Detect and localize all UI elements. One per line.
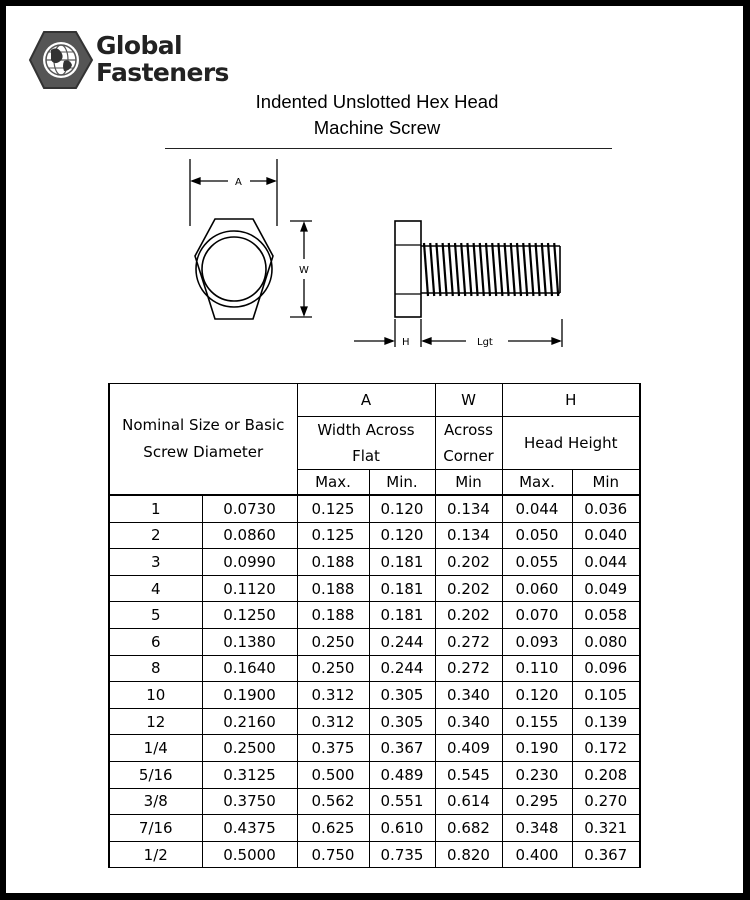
width-across-flat-line2: Flat (352, 447, 380, 465)
a-max-cell: 0.562 (297, 788, 369, 815)
h-max-cell: 0.060 (502, 575, 572, 602)
table-row (109, 708, 640, 735)
brand-line-2: Fasteners (96, 58, 229, 87)
w-min-cell: 0.134 (435, 522, 502, 549)
nominal-size-cell: 2 (109, 522, 202, 549)
global-fasteners-logo (28, 28, 253, 92)
a-max-cell: 0.188 (297, 602, 369, 629)
thread-line (492, 243, 496, 296)
w-min-cell: 0.272 (435, 655, 502, 682)
a-max-cell: 0.125 (297, 522, 369, 549)
col-a-header: A (297, 384, 435, 417)
a-min-cell: 0.305 (369, 682, 435, 709)
h-max-cell: 0.044 (502, 495, 572, 522)
thread-line (511, 243, 515, 296)
title-line-2: Machine Screw (313, 117, 441, 138)
h-min-cell: 0.208 (572, 761, 640, 788)
table-row (109, 841, 640, 868)
h-max-cell: 0.295 (502, 788, 572, 815)
table-row (109, 495, 640, 522)
a-max-cell: 0.625 (297, 815, 369, 842)
table-row (109, 761, 640, 788)
title-line-1: Indented Unslotted Hex Head (255, 91, 499, 112)
a-min-cell: 0.181 (369, 602, 435, 629)
table-row (109, 788, 640, 815)
nominal-size-cell: 5 (109, 602, 202, 629)
table-row (109, 815, 640, 842)
globe-hex-icon (28, 28, 94, 92)
a-max-cell: 0.250 (297, 628, 369, 655)
a-max-cell: 0.750 (297, 841, 369, 868)
nominal-size-cell: 7/16 (109, 815, 202, 842)
thread-line (529, 243, 533, 296)
nominal-size-cell: 3 (109, 549, 202, 576)
nominal-size-cell: 10 (109, 682, 202, 709)
table-row (109, 522, 640, 549)
thread-line (548, 243, 552, 296)
table-row (109, 655, 640, 682)
thread-line (467, 243, 471, 296)
thread-line (498, 243, 502, 296)
h-min-cell: 0.172 (572, 735, 640, 762)
h-min-header: Min (572, 470, 640, 496)
basic-diameter-cell: 0.1120 (202, 575, 297, 602)
h-min-cell: 0.321 (572, 815, 640, 842)
basic-diameter-cell: 0.0860 (202, 522, 297, 549)
w-min-cell: 0.614 (435, 788, 502, 815)
a-min-cell: 0.244 (369, 628, 435, 655)
a-min-cell: 0.244 (369, 655, 435, 682)
w-min-cell: 0.202 (435, 575, 502, 602)
table-row (109, 682, 640, 709)
col-h-header: H (502, 384, 640, 417)
h-max-cell: 0.110 (502, 655, 572, 682)
h-max-cell: 0.155 (502, 708, 572, 735)
a-min-cell: 0.120 (369, 495, 435, 522)
table-row (109, 602, 640, 629)
thread-line (436, 243, 440, 296)
across-corner-line1: Across (444, 421, 493, 439)
h-max-cell: 0.055 (502, 549, 572, 576)
basic-diameter-cell: 0.5000 (202, 841, 297, 868)
dim-label-lgt: Lgt (477, 337, 493, 348)
a-min-cell: 0.551 (369, 788, 435, 815)
thread-line (449, 243, 453, 296)
nominal-size-cell: 8 (109, 655, 202, 682)
nominal-size-cell: 4 (109, 575, 202, 602)
h-min-cell: 0.044 (572, 549, 640, 576)
thread-line (536, 243, 540, 296)
a-max-header: Max. (297, 470, 369, 496)
table-row (109, 628, 640, 655)
a-max-cell: 0.188 (297, 575, 369, 602)
a-min-cell: 0.181 (369, 575, 435, 602)
w-min-cell: 0.272 (435, 628, 502, 655)
thread-line (505, 243, 509, 296)
basic-diameter-cell: 0.2160 (202, 708, 297, 735)
thread-line (480, 243, 484, 296)
width-across-flat-line1: Width Across (317, 421, 415, 439)
a-min-cell: 0.489 (369, 761, 435, 788)
h-min-cell: 0.040 (572, 522, 640, 549)
basic-diameter-cell: 0.1380 (202, 628, 297, 655)
basic-diameter-cell: 0.1250 (202, 602, 297, 629)
h-min-cell: 0.080 (572, 628, 640, 655)
a-min-cell: 0.367 (369, 735, 435, 762)
basic-diameter-cell: 0.3750 (202, 788, 297, 815)
w-min-cell: 0.545 (435, 761, 502, 788)
basic-diameter-cell: 0.0990 (202, 549, 297, 576)
a-max-cell: 0.500 (297, 761, 369, 788)
basic-diameter-cell: 0.3125 (202, 761, 297, 788)
h-max-cell: 0.348 (502, 815, 572, 842)
a-min-header: Min. (369, 470, 435, 496)
h-min-cell: 0.367 (572, 841, 640, 868)
table-row (109, 735, 640, 762)
col-w-header: W (435, 384, 502, 417)
h-max-cell: 0.230 (502, 761, 572, 788)
h-max-cell: 0.093 (502, 628, 572, 655)
thread-line (517, 243, 521, 296)
nominal-size-cell: 12 (109, 708, 202, 735)
thread-line (461, 243, 465, 296)
table-row (109, 549, 640, 576)
screw-diagram (156, 151, 576, 356)
thread-line (474, 243, 478, 296)
a-max-cell: 0.375 (297, 735, 369, 762)
h-min-cell: 0.036 (572, 495, 640, 522)
a-min-cell: 0.610 (369, 815, 435, 842)
w-min-cell: 0.682 (435, 815, 502, 842)
h-min-cell: 0.058 (572, 602, 640, 629)
head-height-header: Head Height (502, 417, 640, 470)
across-corner-line2: Corner (443, 447, 494, 465)
thread-line (430, 243, 434, 296)
basic-diameter-cell: 0.2500 (202, 735, 297, 762)
thread-line (523, 243, 527, 296)
a-min-cell: 0.305 (369, 708, 435, 735)
basic-diameter-cell: 0.1640 (202, 655, 297, 682)
a-min-cell: 0.181 (369, 549, 435, 576)
nominal-size-cell: 1 (109, 495, 202, 522)
thread-line (443, 243, 447, 296)
dimension-table (108, 383, 641, 868)
thread-line (424, 243, 428, 296)
a-max-cell: 0.125 (297, 495, 369, 522)
w-min-cell: 0.409 (435, 735, 502, 762)
h-min-cell: 0.270 (572, 788, 640, 815)
w-min-cell: 0.340 (435, 682, 502, 709)
nominal-size-header-line2: Screw Diameter (143, 443, 264, 461)
nominal-size-header (109, 384, 297, 496)
a-max-cell: 0.312 (297, 682, 369, 709)
thread-line (486, 243, 490, 296)
h-max-cell: 0.050 (502, 522, 572, 549)
w-min-header: Min (435, 470, 502, 496)
a-min-cell: 0.120 (369, 522, 435, 549)
w-min-cell: 0.134 (435, 495, 502, 522)
title-rule (165, 148, 612, 149)
basic-diameter-cell: 0.4375 (202, 815, 297, 842)
table-row (109, 575, 640, 602)
w-min-cell: 0.202 (435, 602, 502, 629)
width-across-flat-header (297, 417, 435, 470)
h-min-cell: 0.049 (572, 575, 640, 602)
a-max-cell: 0.312 (297, 708, 369, 735)
nominal-size-header-line1: Nominal Size or Basic (122, 416, 285, 434)
w-min-cell: 0.340 (435, 708, 502, 735)
a-min-cell: 0.735 (369, 841, 435, 868)
dim-label-h: H (402, 337, 410, 348)
a-max-cell: 0.188 (297, 549, 369, 576)
nominal-size-cell: 3/8 (109, 788, 202, 815)
brand-line-1: Global (96, 31, 182, 60)
nominal-size-cell: 6 (109, 628, 202, 655)
nominal-size-cell: 1/4 (109, 735, 202, 762)
h-min-cell: 0.139 (572, 708, 640, 735)
basic-diameter-cell: 0.1900 (202, 682, 297, 709)
h-max-cell: 0.120 (502, 682, 572, 709)
w-min-cell: 0.202 (435, 549, 502, 576)
h-max-cell: 0.070 (502, 602, 572, 629)
basic-diameter-cell: 0.0730 (202, 495, 297, 522)
thread-line (554, 243, 558, 296)
w-min-cell: 0.820 (435, 841, 502, 868)
thread-line (542, 243, 546, 296)
h-min-cell: 0.096 (572, 655, 640, 682)
dim-label-a: A (235, 177, 242, 188)
across-corner-header (435, 417, 502, 470)
h-max-cell: 0.190 (502, 735, 572, 762)
dim-label-w: W (299, 265, 309, 276)
thread-line (455, 243, 459, 296)
h-min-cell: 0.105 (572, 682, 640, 709)
h-max-cell: 0.400 (502, 841, 572, 868)
a-max-cell: 0.250 (297, 655, 369, 682)
nominal-size-cell: 5/16 (109, 761, 202, 788)
nominal-size-cell: 1/2 (109, 841, 202, 868)
h-max-header: Max. (502, 470, 572, 496)
